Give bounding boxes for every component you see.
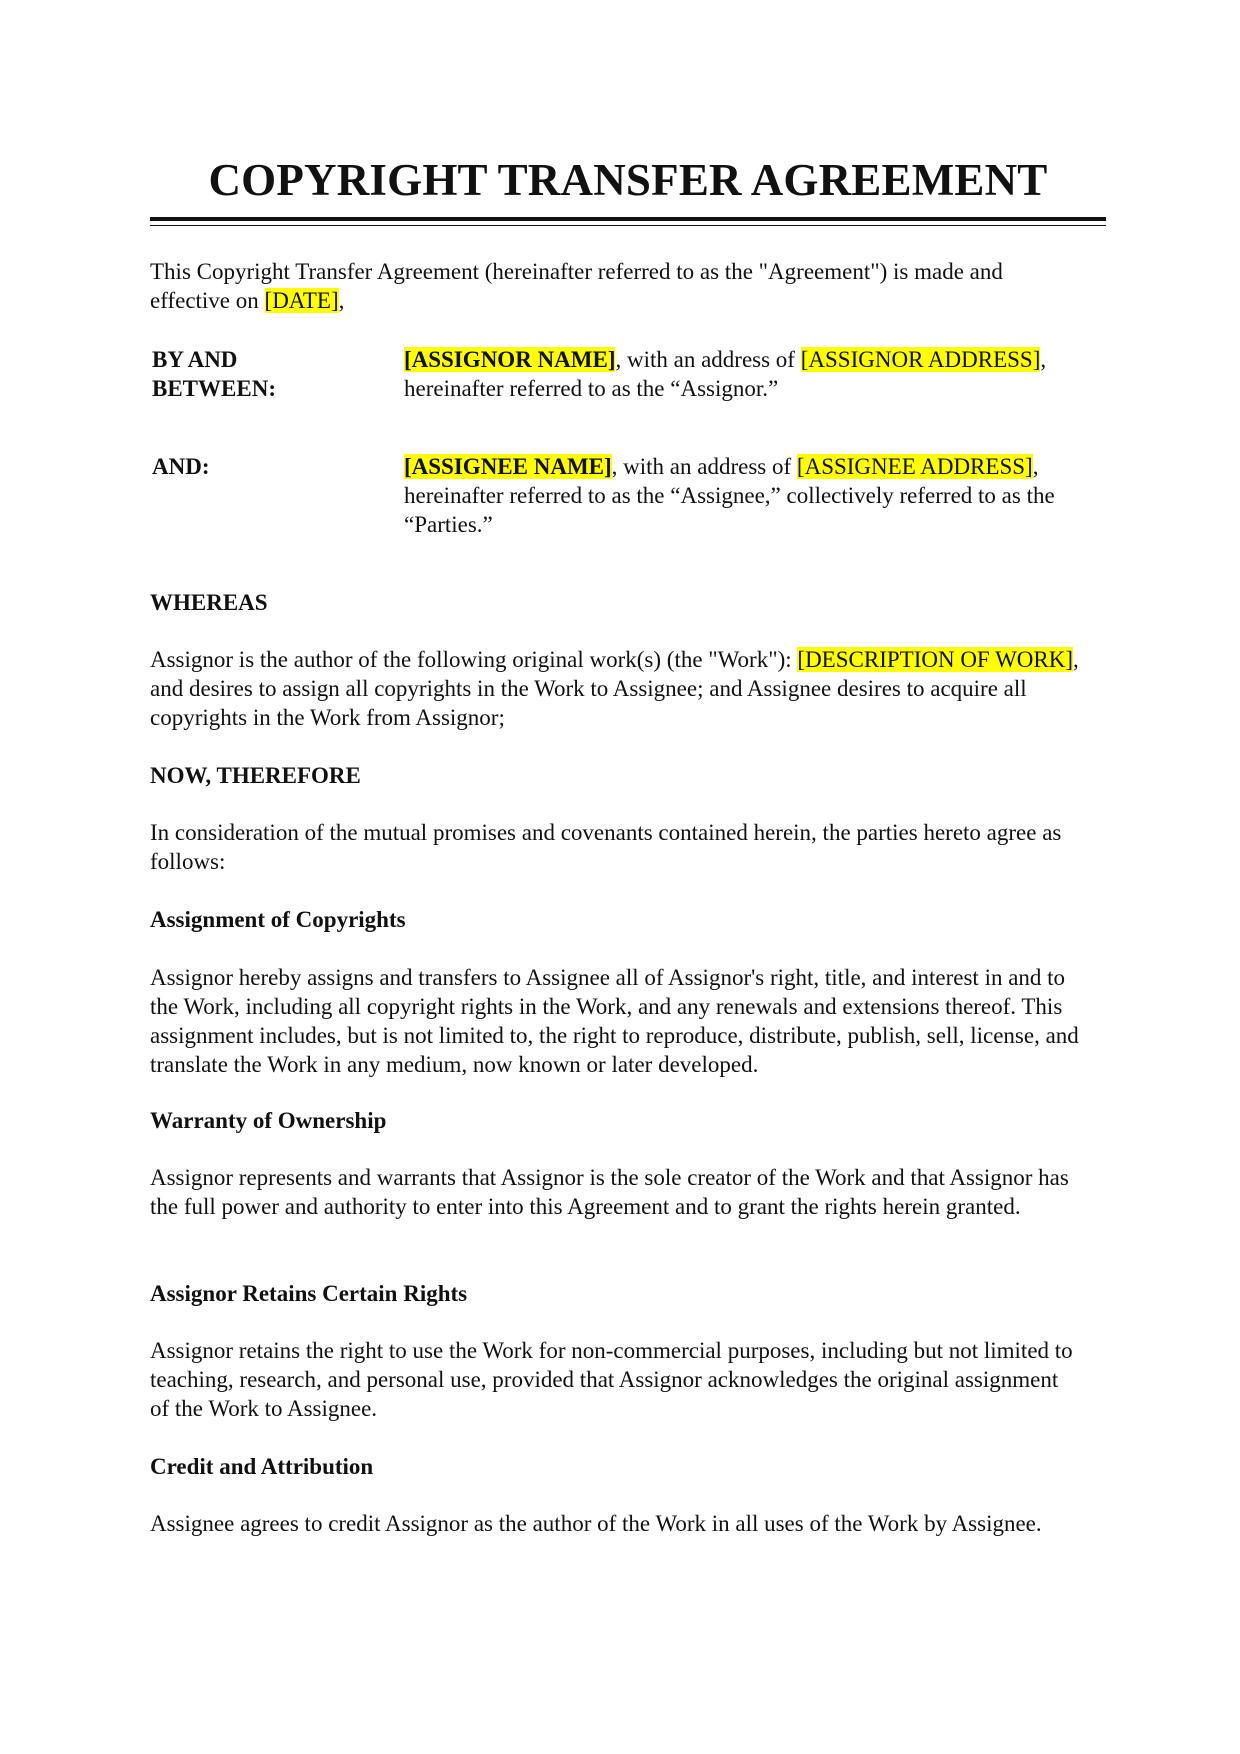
section-body: Assignor represents and warrants that Assignor is the sole creator of the Work and that Assignor has the full power and authority to enter into this Agreement and to grant the rights herein granted.	[150, 1165, 1069, 1219]
whereas-heading: WHEREAS	[150, 590, 268, 615]
section-heading: Assignor Retains Certain Rights	[150, 1281, 468, 1306]
assignor-name-placeholder: [ASSIGNOR NAME]	[404, 347, 616, 372]
intro-text-end: ,	[338, 288, 345, 313]
assignor-text-mid: , with an address of	[615, 347, 801, 372]
assignor-text-end: , hereinafter referred to as the “Assignor.”	[404, 347, 1047, 401]
section-body: Assignor retains the right to use the Work for non-commercial purposes, including but not limited to teaching, research, and personal use, provided that Assignor acknowledges the original assignment of the Work to Assignee.	[150, 1338, 1073, 1421]
therefore-heading: NOW, THEREFORE	[150, 763, 361, 788]
section-body: Assignor hereby assigns and transfers to Assignee all of Assignor's right, title, and interest in and to the Work, including all copyright rights in the Work, and any renewals and extensions thereof. This assignment includes, but is not limited to, the right to reproduce, distribute, publish, sell, license, and translate the Work in any medium, now known or later developed.	[150, 965, 1079, 1077]
assignee-details	[404, 452, 1104, 539]
section-heading: Assignment of Copyrights	[150, 907, 406, 932]
document-title: COPYRIGHT TRANSFER AGREEMENT	[208, 155, 1048, 205]
assignee-text-mid: , with an address of	[611, 454, 797, 479]
whereas-text-end: , and desires to assign all copyrights in the Work to Assignee; and Assignee desires to acquire all copyrights in the Work from Assignor;	[150, 647, 1079, 730]
therefore-paragraph: In consideration of the mutual promises and covenants contained herein, the parties hereto agree as follows:	[150, 820, 1062, 874]
assignor-details	[404, 345, 1104, 403]
whereas-text: Assignor is the author of the following original work(s) (the "Work"):	[150, 647, 798, 672]
assignee-address-placeholder: [ASSIGNEE ADDRESS]	[796, 454, 1033, 479]
whereas-paragraph	[150, 645, 1080, 732]
date-placeholder: [DATE]	[264, 288, 339, 313]
title-underline-thin	[150, 225, 1106, 226]
section-heading: Credit and Attribution	[150, 1454, 374, 1479]
assignee-label: AND:	[152, 454, 210, 479]
intro-text: This Copyright Transfer Agreement (hereinafter referred to as the "Agreement") is made and effective on	[150, 259, 1003, 313]
assignee-text-end: , hereinafter referred to as the “Assignee,” collectively referred to as the “Parties.”	[404, 454, 1055, 537]
intro-paragraph	[150, 257, 1080, 315]
assignor-address-placeholder: [ASSIGNOR ADDRESS]	[800, 347, 1041, 372]
assignor-label: BY AND BETWEEN:	[152, 347, 276, 401]
section-heading: Warranty of Ownership	[150, 1108, 387, 1133]
assignee-name-placeholder: [ASSIGNEE NAME]	[404, 454, 612, 479]
section-body: Assignee agrees to credit Assignor as the author of the Work in all uses of the Work by Assignee.	[150, 1511, 1042, 1536]
title-underline-thick	[150, 217, 1106, 221]
work-description-placeholder: [DESCRIPTION OF WORK]	[797, 647, 1073, 672]
